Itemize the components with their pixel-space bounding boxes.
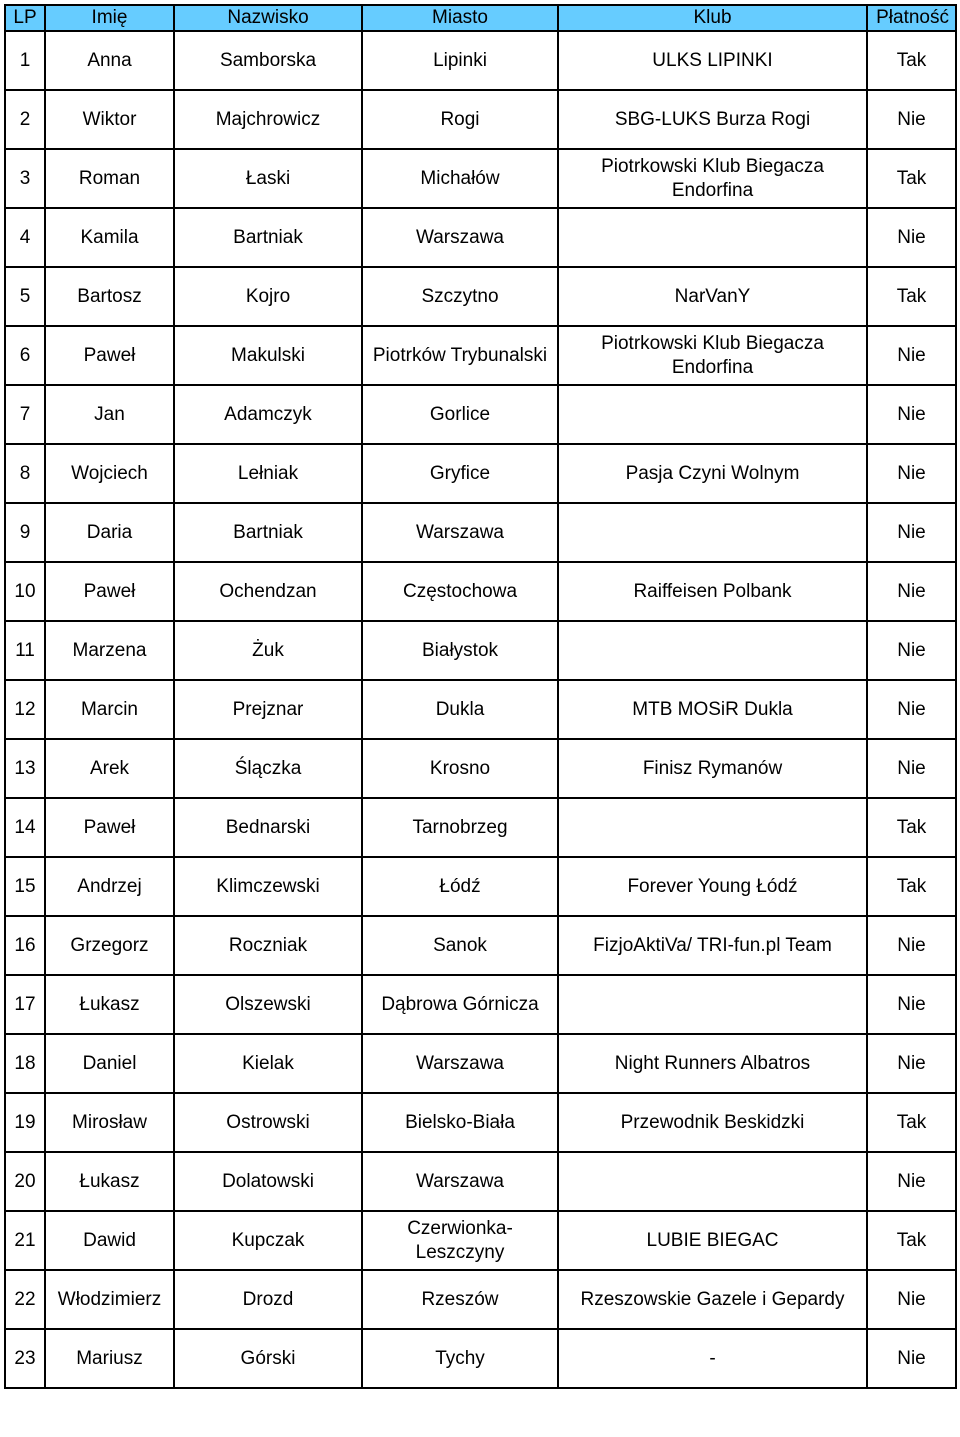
cell-miasto: Warszawa: [362, 208, 558, 267]
cell-miasto: Warszawa: [362, 503, 558, 562]
cell-imie: Wojciech: [45, 444, 174, 503]
cell-lp: 1: [5, 31, 45, 90]
table-row: [5, 1152, 956, 1211]
cell-imie: Paweł: [45, 798, 174, 857]
cell-imie: Bartosz: [45, 267, 174, 326]
cell-klub: LUBIE BIEGAC: [558, 1211, 867, 1270]
cell-imie: Arek: [45, 739, 174, 798]
cell-klub: Raiffeisen Polbank: [558, 562, 867, 621]
cell-imie: Grzegorz: [45, 916, 174, 975]
cell-nazwisko: Samborska: [174, 31, 362, 90]
cell-imie: Łukasz: [45, 1152, 174, 1211]
cell-lp: 11: [5, 621, 45, 680]
cell-imie: Marzena: [45, 621, 174, 680]
cell-platnosc: Tak: [867, 149, 956, 208]
cell-miasto: Warszawa: [362, 1034, 558, 1093]
cell-lp: 10: [5, 562, 45, 621]
cell-platnosc: Nie: [867, 739, 956, 798]
cell-platnosc: Tak: [867, 31, 956, 90]
cell-nazwisko: Kojro: [174, 267, 362, 326]
header-miasto: Miasto: [362, 5, 558, 31]
cell-imie: Paweł: [45, 326, 174, 385]
cell-klub: Piotrkowski Klub Biegacza Endorfina: [558, 326, 867, 385]
cell-platnosc: Nie: [867, 385, 956, 444]
cell-nazwisko: Kupczak: [174, 1211, 362, 1270]
header-platnosc: Płatność: [867, 5, 956, 31]
cell-miasto: Częstochowa: [362, 562, 558, 621]
cell-platnosc: Nie: [867, 621, 956, 680]
cell-platnosc: Nie: [867, 208, 956, 267]
cell-miasto: Rzeszów: [362, 1270, 558, 1329]
table-row: [5, 798, 956, 857]
table-row: [5, 90, 956, 149]
cell-imie: Daniel: [45, 1034, 174, 1093]
header-nazwisko: Nazwisko: [174, 5, 362, 31]
table-body: [5, 31, 956, 1388]
cell-lp: 4: [5, 208, 45, 267]
table-row: [5, 385, 956, 444]
cell-miasto: Tarnobrzeg: [362, 798, 558, 857]
cell-klub: -: [558, 1329, 867, 1388]
cell-nazwisko: Olszewski: [174, 975, 362, 1034]
cell-miasto: Gorlice: [362, 385, 558, 444]
cell-miasto: Rogi: [362, 90, 558, 149]
cell-klub: NarVanY: [558, 267, 867, 326]
table-row: [5, 1034, 956, 1093]
table-row: [5, 975, 956, 1034]
cell-miasto: Szczytno: [362, 267, 558, 326]
cell-klub: FizjoAktiVa/ TRI-fun.pl Team: [558, 916, 867, 975]
cell-nazwisko: Majchrowicz: [174, 90, 362, 149]
cell-platnosc: Nie: [867, 503, 956, 562]
participants-table: [4, 4, 957, 1389]
cell-klub: [558, 975, 867, 1034]
table-row: [5, 1211, 956, 1270]
cell-miasto: Łódź: [362, 857, 558, 916]
table-row: [5, 149, 956, 208]
cell-nazwisko: Bartniak: [174, 503, 362, 562]
cell-platnosc: Nie: [867, 1152, 956, 1211]
cell-nazwisko: Górski: [174, 1329, 362, 1388]
cell-klub: MTB MOSiR Dukla: [558, 680, 867, 739]
cell-klub: [558, 621, 867, 680]
cell-lp: 18: [5, 1034, 45, 1093]
cell-lp: 3: [5, 149, 45, 208]
cell-platnosc: Nie: [867, 1034, 956, 1093]
cell-klub: Piotrkowski Klub Biegacza Endorfina: [558, 149, 867, 208]
cell-imie: Łukasz: [45, 975, 174, 1034]
cell-miasto: Sanok: [362, 916, 558, 975]
cell-lp: 5: [5, 267, 45, 326]
table-row: [5, 916, 956, 975]
cell-miasto: Dąbrowa Górnicza: [362, 975, 558, 1034]
cell-lp: 15: [5, 857, 45, 916]
cell-klub: Finisz Rymanów: [558, 739, 867, 798]
cell-platnosc: Nie: [867, 1270, 956, 1329]
cell-imie: Andrzej: [45, 857, 174, 916]
cell-miasto: Białystok: [362, 621, 558, 680]
table-row: [5, 1329, 956, 1388]
cell-klub: Rzeszowskie Gazele i Gepardy: [558, 1270, 867, 1329]
cell-nazwisko: Makulski: [174, 326, 362, 385]
table-row: [5, 621, 956, 680]
cell-platnosc: Nie: [867, 916, 956, 975]
cell-nazwisko: Ochendzan: [174, 562, 362, 621]
cell-platnosc: Nie: [867, 326, 956, 385]
cell-imie: Wiktor: [45, 90, 174, 149]
table-row: [5, 562, 956, 621]
cell-nazwisko: Klimczewski: [174, 857, 362, 916]
cell-lp: 8: [5, 444, 45, 503]
cell-miasto: Lipinki: [362, 31, 558, 90]
header-lp: LP: [5, 5, 45, 31]
table-row: [5, 208, 956, 267]
cell-lp: 2: [5, 90, 45, 149]
cell-lp: 6: [5, 326, 45, 385]
table-row: [5, 444, 956, 503]
cell-miasto: Gryfice: [362, 444, 558, 503]
header-imie: Imię: [45, 5, 174, 31]
cell-imie: Anna: [45, 31, 174, 90]
cell-klub: [558, 1152, 867, 1211]
cell-platnosc: Tak: [867, 267, 956, 326]
cell-imie: Roman: [45, 149, 174, 208]
cell-nazwisko: Prejznar: [174, 680, 362, 739]
cell-platnosc: Nie: [867, 1329, 956, 1388]
cell-miasto: Tychy: [362, 1329, 558, 1388]
cell-imie: Marcin: [45, 680, 174, 739]
table-row: [5, 680, 956, 739]
cell-klub: ULKS LIPINKI: [558, 31, 867, 90]
cell-klub: SBG-LUKS Burza Rogi: [558, 90, 867, 149]
cell-nazwisko: Ślączka: [174, 739, 362, 798]
cell-miasto: Piotrków Trybunalski: [362, 326, 558, 385]
cell-lp: 7: [5, 385, 45, 444]
cell-platnosc: Tak: [867, 1093, 956, 1152]
cell-lp: 20: [5, 1152, 45, 1211]
cell-nazwisko: Lełniak: [174, 444, 362, 503]
cell-klub: Forever Young Łódź: [558, 857, 867, 916]
cell-lp: 22: [5, 1270, 45, 1329]
cell-klub: Night Runners Albatros: [558, 1034, 867, 1093]
cell-klub: [558, 385, 867, 444]
cell-nazwisko: Bartniak: [174, 208, 362, 267]
table-row: [5, 1270, 956, 1329]
table-row: [5, 1093, 956, 1152]
cell-miasto: Czerwionka-Leszczyny: [362, 1211, 558, 1270]
cell-miasto: Michałów: [362, 149, 558, 208]
table-row: [5, 857, 956, 916]
cell-platnosc: Tak: [867, 1211, 956, 1270]
cell-lp: 23: [5, 1329, 45, 1388]
cell-platnosc: Tak: [867, 798, 956, 857]
cell-imie: Włodzimierz: [45, 1270, 174, 1329]
cell-nazwisko: Dolatowski: [174, 1152, 362, 1211]
cell-klub: Pasja Czyni Wolnym: [558, 444, 867, 503]
cell-miasto: Dukla: [362, 680, 558, 739]
cell-platnosc: Nie: [867, 444, 956, 503]
cell-platnosc: Nie: [867, 562, 956, 621]
cell-nazwisko: Żuk: [174, 621, 362, 680]
cell-imie: Dawid: [45, 1211, 174, 1270]
cell-lp: 14: [5, 798, 45, 857]
cell-nazwisko: Roczniak: [174, 916, 362, 975]
table-row: [5, 31, 956, 90]
table-header: [5, 5, 956, 31]
cell-lp: 17: [5, 975, 45, 1034]
cell-nazwisko: Łaski: [174, 149, 362, 208]
cell-nazwisko: Adamczyk: [174, 385, 362, 444]
cell-imie: Jan: [45, 385, 174, 444]
cell-nazwisko: Ostrowski: [174, 1093, 362, 1152]
cell-imie: Mirosław: [45, 1093, 174, 1152]
cell-klub: [558, 798, 867, 857]
cell-miasto: Bielsko-Biała: [362, 1093, 558, 1152]
table-row: [5, 739, 956, 798]
cell-platnosc: Nie: [867, 90, 956, 149]
cell-lp: 9: [5, 503, 45, 562]
cell-lp: 13: [5, 739, 45, 798]
cell-lp: 19: [5, 1093, 45, 1152]
table-row: [5, 326, 956, 385]
cell-imie: Daria: [45, 503, 174, 562]
cell-platnosc: Nie: [867, 975, 956, 1034]
cell-klub: [558, 208, 867, 267]
cell-lp: 16: [5, 916, 45, 975]
cell-klub: [558, 503, 867, 562]
cell-platnosc: Nie: [867, 680, 956, 739]
cell-miasto: Warszawa: [362, 1152, 558, 1211]
cell-klub: Przewodnik Beskidzki: [558, 1093, 867, 1152]
cell-lp: 21: [5, 1211, 45, 1270]
cell-lp: 12: [5, 680, 45, 739]
cell-nazwisko: Bednarski: [174, 798, 362, 857]
table-row: [5, 267, 956, 326]
cell-imie: Paweł: [45, 562, 174, 621]
cell-nazwisko: Kielak: [174, 1034, 362, 1093]
header-klub: Klub: [558, 5, 867, 31]
cell-imie: Kamila: [45, 208, 174, 267]
cell-platnosc: Tak: [867, 857, 956, 916]
header-row: [5, 5, 956, 31]
cell-nazwisko: Drozd: [174, 1270, 362, 1329]
cell-imie: Mariusz: [45, 1329, 174, 1388]
cell-miasto: Krosno: [362, 739, 558, 798]
table-row: [5, 503, 956, 562]
